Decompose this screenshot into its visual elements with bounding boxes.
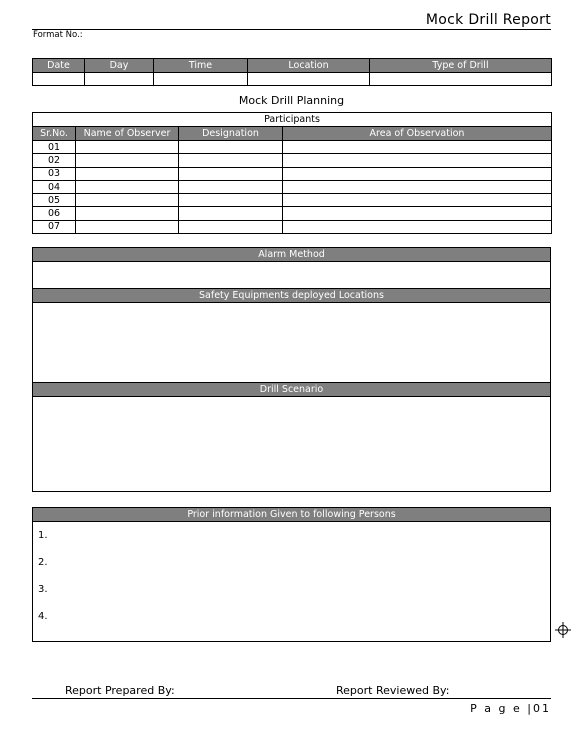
sr-no-cell: 04 [33,180,76,193]
designation-cell[interactable] [179,154,283,167]
time-header: Time [154,59,248,73]
sr-no-cell: 02 [33,154,76,167]
observer-name-cell[interactable] [76,207,179,220]
day-cell[interactable] [85,73,154,86]
observation-area-cell[interactable] [283,154,552,167]
alarm-method-header: Alarm Method [33,248,550,262]
sr-no-header: Sr.No. [33,127,76,141]
table-row [33,154,552,167]
date-cell[interactable] [33,73,85,86]
drill-scenario-field[interactable] [33,397,550,490]
table-row [33,220,552,233]
observer-name-cell[interactable] [76,154,179,167]
designation-cell[interactable] [179,194,283,207]
drill-scenario-header: Drill Scenario [33,383,550,397]
date-header: Date [33,59,85,73]
list-item[interactable]: 2. [38,557,48,568]
designation-cell[interactable] [179,220,283,233]
designation-cell[interactable] [179,207,283,220]
list-item[interactable]: 1. [38,530,48,541]
page-separator: | [527,702,533,715]
table-row [33,180,552,193]
drill-details-box [32,247,551,492]
participants-label: Participants [33,113,552,127]
designation-cell[interactable] [179,167,283,180]
observer-name-cell[interactable] [76,167,179,180]
table-row [33,207,552,220]
designation-cell[interactable] [179,180,283,193]
location-header: Location [248,59,370,73]
title-divider [32,29,551,30]
observer-name-cell[interactable] [76,180,179,193]
table-row [33,167,552,180]
page-label: P a g e [470,702,522,715]
participants-table [32,112,552,234]
designation-header: Designation [179,127,283,141]
format-number-label: Format No.: [33,30,83,40]
observation-area-cell[interactable] [283,207,552,220]
observation-area-cell[interactable] [283,194,552,207]
observer-name-cell[interactable] [76,194,179,207]
drill-type-cell[interactable] [370,73,552,86]
sr-no-cell: 05 [33,194,76,207]
observation-area-cell[interactable] [283,141,552,154]
list-item[interactable]: 3. [38,584,48,595]
drill-type-header: Type of Drill [370,59,552,73]
time-cell[interactable] [154,73,248,86]
designation-cell[interactable] [179,141,283,154]
list-item[interactable]: 4. [38,611,48,622]
sr-no-cell: 07 [33,220,76,233]
sr-no-cell: 01 [33,141,76,154]
safety-equipments-header: Safety Equipments deployed Locations [33,288,550,303]
page-number [470,702,551,715]
drill-info-table [32,58,552,86]
location-cell[interactable] [248,73,370,86]
sr-no-cell: 06 [33,207,76,220]
sr-no-cell: 03 [33,167,76,180]
planning-title: Mock Drill Planning [238,94,345,107]
observer-name-header: Name of Observer [76,127,179,141]
table-row [33,194,552,207]
table-row [33,141,552,154]
prepared-by-label: Report Prepared By: [65,684,175,697]
observer-name-cell[interactable] [76,141,179,154]
prior-information-header: Prior information Given to following Persons [33,508,550,522]
observation-area-cell[interactable] [283,180,552,193]
page-number-value: 01 [533,702,551,715]
observation-area-cell[interactable] [283,167,552,180]
observation-area-cell[interactable] [283,220,552,233]
crosshair-icon [555,622,571,638]
safety-equipments-field[interactable] [33,303,550,383]
day-header: Day [85,59,154,73]
footer-divider [32,698,551,699]
reviewed-by-label: Report Reviewed By: [336,684,450,697]
report-title: Mock Drill Report [425,12,551,28]
prior-information-box [32,507,551,642]
observer-name-cell[interactable] [76,220,179,233]
observation-area-header: Area of Observation [283,127,552,141]
alarm-method-field[interactable] [33,262,550,288]
prior-information-list [33,522,550,630]
